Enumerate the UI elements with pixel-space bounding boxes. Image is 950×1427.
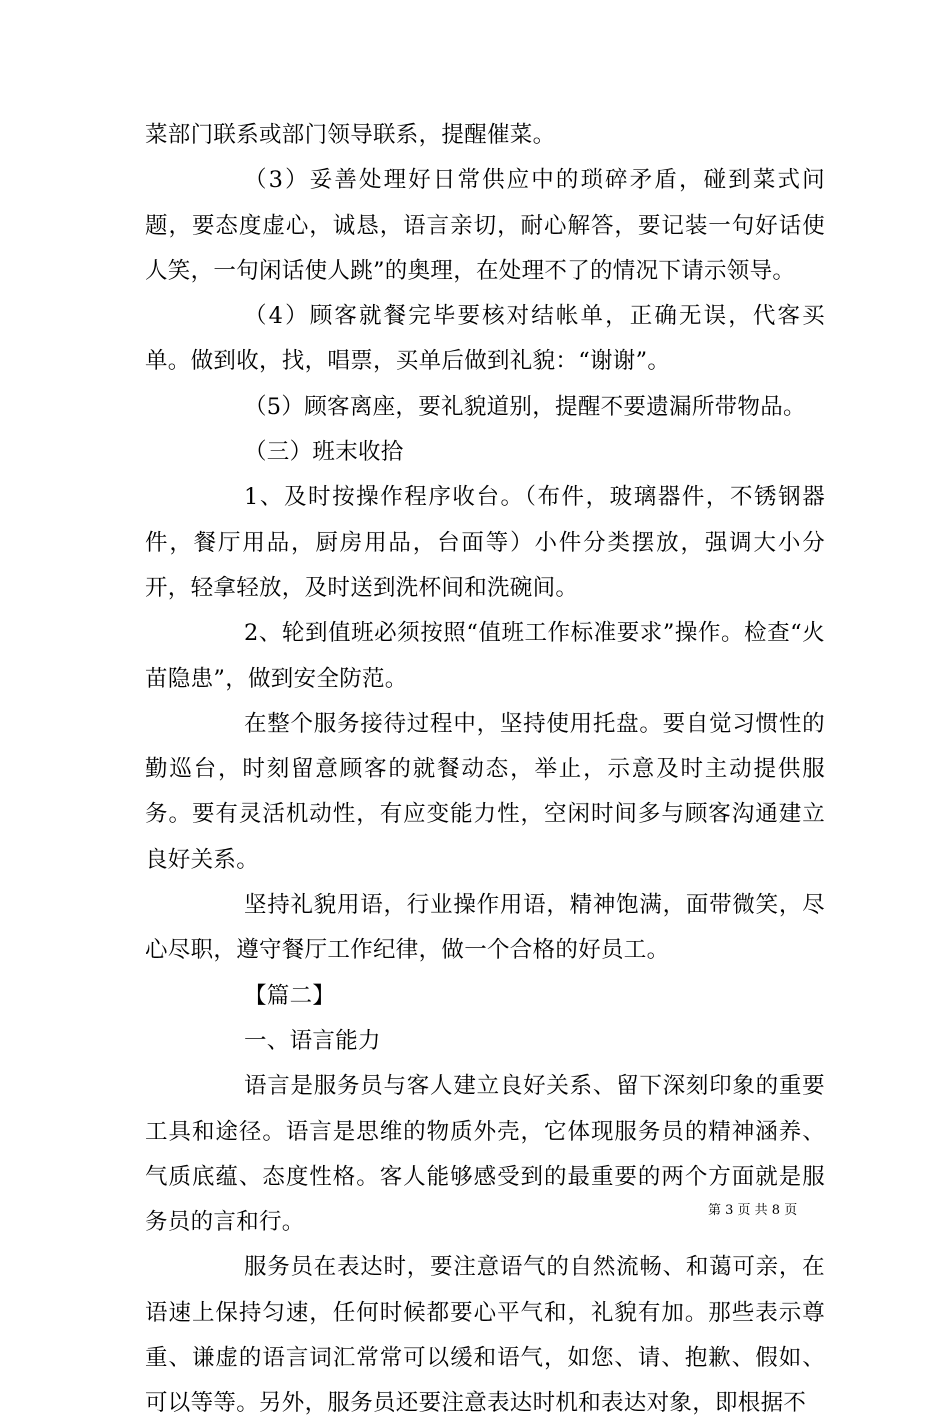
paragraph-expression-tone: 服务员在表达时，要注意语气的自然流畅、和蔼可亲，在语速上保持匀速，任何时候都要心平气和，礼貌有加。那些表示尊重、谦虚的语言词汇常常可以缓和语气，如您、请、抱歉、假如、可以等等。另外，服务员还要注意表达时机和表达对象，即根据不 [145, 1254, 825, 1417]
page-number-footer: 第 3 页 共 8 页 [708, 1203, 798, 1218]
paragraph-item-4: （4）顾客就餐完毕要核对结帐单，正确无误，代客买单。做到收，找，唱票，买单后做到礼貌：“谢谢”。 [145, 303, 825, 375]
section-heading-end-of-shift: （三）班末收拾 [244, 439, 404, 466]
document-body [145, 113, 825, 1427]
chapter-heading-part-two: 【篇二】 [244, 982, 336, 1009]
paragraph-polite-language: 坚持礼貌用语，行业操作用语，精神饱满，面带微笑，尽心尽职，遵守餐厅工作纪律，做一个合格的好员工。 [145, 892, 825, 964]
paragraph-language-importance: 语言是服务员与客人建立良好关系、留下深刻印象的重要工具和途径。语言是思维的物质外壳，它体现服务员的精神涵养、气质底蕴、态度性格。客人能够感受到的最重要的两个方面就是服务员的言和行。 [145, 1073, 825, 1236]
paragraph-on-duty: 2、轮到值班必须按照“值班工作标准要求”操作。检查“火苗隐患”，做到安全防范。 [145, 620, 825, 692]
paragraph-service-process: 在整个服务接待过程中，坚持使用托盘。要自觉习惯性的勤巡台，时刻留意顾客的就餐动态，举止，示意及时主动提供服务。要有灵活机动性，有应变能力性，空闲时间多与顾客沟通建立良好关系。 [145, 710, 825, 873]
paragraph-continuation: 菜部门联系或部门领导联系，提醒催菜。 [145, 122, 556, 148]
paragraph-item-3: （3）妥善处理好日常供应中的琐碎矛盾，碰到菜式问题，要态度虚心，诚恳，语言亲切，耐心解答，要记装一句好话使人笑，一句闲话使人跳”的奥理，在处理不了的情况下请示领导。 [145, 167, 825, 284]
section-heading-language-ability: 一、语言能力 [244, 1027, 381, 1054]
paragraph-item-5: （5）顾客离座，要礼貌道别，提醒不要遗漏所带物品。 [244, 393, 806, 420]
paragraph-clear-table: 1、及时按操作程序收台。（布件，玻璃器件，不锈钢器件，餐厅用品，厨房用品，台面等）小件分类摆放，强调大小分开，轻拿轻放，及时送到洗杯间和洗碗间。 [145, 484, 825, 601]
